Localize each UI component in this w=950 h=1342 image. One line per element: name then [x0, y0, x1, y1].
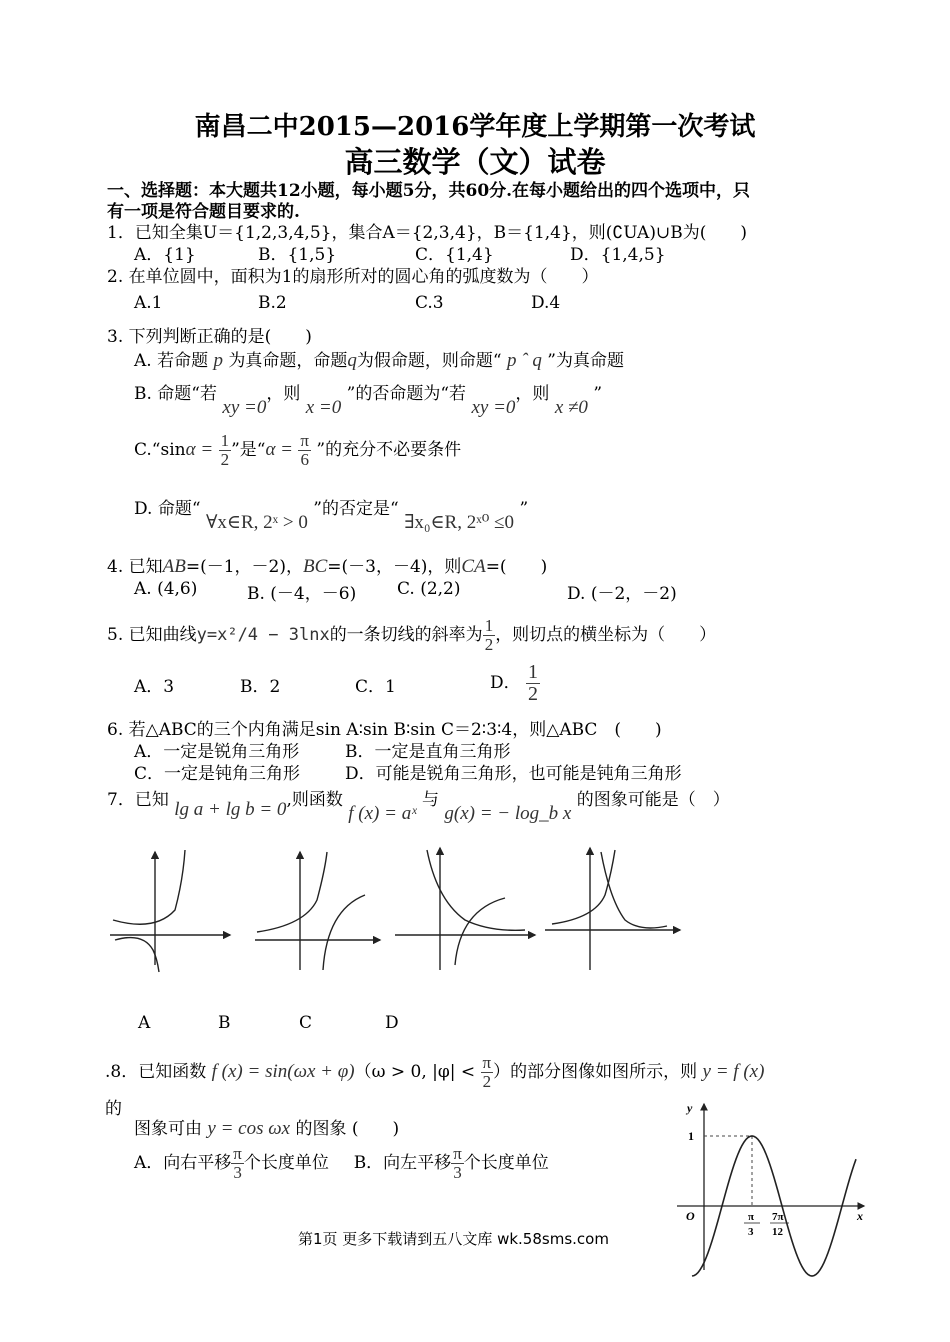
q8-text3: 图象可由	[134, 1119, 202, 1139]
q7-label-c: C	[299, 1013, 313, 1033]
q8a-frac: $\frac{\pi}{3}$	[233, 1144, 242, 1182]
q8-cond: （ω > 0, |φ| <	[354, 1061, 476, 1082]
q3b-e2: x =0	[305, 397, 342, 418]
q3a-expr: p ˆ q	[507, 350, 542, 371]
question-7-stem	[107, 785, 730, 824]
q7-g: g(x) = − log_b x	[444, 803, 572, 824]
q7-graph-c	[395, 848, 535, 970]
q1-option-a: A．{1}	[134, 245, 196, 265]
q7-label-b: B	[218, 1013, 231, 1033]
q3b-text3: ”的否命题为“若	[346, 384, 467, 404]
q8g-tick2-num: 7π	[772, 1211, 784, 1223]
q7-text: 7．已知	[107, 790, 169, 810]
q4-option-c: C. (2,2)	[397, 579, 461, 599]
q3c-frac-pi6: $\frac{\pi}{6}$	[300, 431, 309, 469]
q8g-x-label: x	[857, 1209, 863, 1223]
q4-text3: =(－3，－4)，则	[327, 557, 462, 577]
q4-vector-ca: CA	[461, 556, 486, 577]
q5-option-b: B．2	[240, 677, 281, 697]
q5-option-a: A．3	[134, 677, 175, 697]
q7-text4: 的图象可能是（ ）	[576, 790, 730, 810]
q5-text2: 的一条切线的斜率为	[329, 624, 483, 645]
q7-graph-b	[255, 852, 380, 970]
q8g-o-label: O	[686, 1209, 695, 1223]
q3d-text: D. 命题“	[134, 499, 201, 519]
q3d-e2: ∃x₀∈R, 2ˣ⁰ ≤0	[404, 512, 515, 533]
q4-text2: =(－1，－2)，	[185, 557, 303, 577]
q3b-e1: xy =0	[222, 397, 267, 418]
q4-option-b: B. (－4，－6)	[247, 584, 357, 604]
q8-text4: 的图象 ( )	[295, 1119, 400, 1139]
q5d-label: D．	[490, 673, 521, 693]
q7-cond: lg a + lg b = 0	[174, 799, 287, 820]
q1-option-d: D．{1,4,5}	[570, 245, 666, 265]
q3-option-b	[134, 379, 603, 418]
section-heading-cont: 有一项是符合题目要求的.	[107, 202, 300, 222]
q7-label-a: A	[138, 1013, 151, 1033]
q3d-text2: ”的否定是“	[313, 499, 399, 519]
q2-option-b: B.2	[258, 293, 287, 313]
q8-func: f (x) = sin(ωx + φ)	[211, 1060, 355, 1082]
q8-cos: y = cos ωx	[207, 1118, 291, 1139]
q3a-q: q	[347, 350, 357, 371]
question-5-stem	[107, 617, 716, 654]
question-2-stem: 2. 在单位圆中，面积为1的扇形所对的圆心角的弧度数为（ ）	[107, 267, 599, 287]
q6-option-d: D．可能是锐角三角形，也可能是钝角三角形	[345, 764, 682, 784]
q2-option-a: A.1	[134, 293, 163, 313]
q8a-text2: 个长度单位	[243, 1152, 329, 1173]
q8g-y-label: y	[687, 1101, 693, 1115]
q3d-e1: ∀x∈R, 2ˣ > 0	[205, 512, 308, 533]
q2-option-c: C.3	[415, 293, 444, 313]
q3b-text5: ”	[593, 384, 603, 404]
question-8-stem	[105, 1054, 764, 1091]
q3a-text4: ”为真命题	[547, 351, 624, 371]
q3c-text3: ”的充分不必要条件	[316, 439, 462, 460]
q7-text3: 与	[421, 790, 439, 810]
q8-options	[134, 1145, 549, 1182]
q3b-text: B. 命题“若	[134, 384, 217, 404]
q3c-text2: ”是“	[231, 439, 266, 460]
q5d-frac: $\frac{1}{2}$	[528, 661, 539, 705]
q8-y: y = f (x)	[702, 1060, 765, 1082]
q4-text4: =( )	[485, 557, 548, 577]
q6-option-a: A．一定是锐角三角形	[134, 742, 300, 762]
q8-text2: ）的部分图像如图所示，则	[493, 1061, 698, 1082]
q7-graph-a	[110, 850, 230, 972]
q7-f: f (x) = aˣ	[348, 803, 417, 824]
q3b-e3: xy =0	[471, 397, 516, 418]
q2-option-d: D.4	[531, 293, 561, 313]
q5-frac-half: $\frac{1}{2}$	[484, 616, 494, 654]
q6-option-c: C．一定是钝角三角形	[134, 764, 301, 784]
q1-option-c: C．{1,4}	[415, 245, 494, 265]
q8g-tick2-den: 12	[772, 1226, 783, 1238]
section-heading: 一、选择题：本大题共12小题，每小题5分，共60分.在每小题给出的四个选项中，只	[107, 181, 751, 201]
q8b-text2: 个长度单位	[463, 1152, 549, 1173]
q3a-text: A. 若命题	[134, 351, 209, 371]
q7-text2: ,则函数	[286, 790, 343, 810]
q7-graph-d	[545, 848, 680, 970]
q8b-text: B．向左平移	[353, 1152, 452, 1173]
q3c-frac-half: $\frac{1}{2}$	[220, 431, 230, 469]
q3d-text3: ”	[519, 499, 529, 519]
question-3-stem: 3. 下列判断正确的是( )	[107, 327, 312, 347]
q6-option-b: B．一定是直角三角形	[345, 742, 511, 762]
question-4-stem	[107, 552, 547, 578]
q3c-text: C.“sin	[134, 439, 186, 460]
q3-option-c	[134, 432, 461, 469]
q8a-text: A．向右平移	[134, 1152, 232, 1173]
q8g-one-label: 1	[688, 1129, 694, 1143]
q8b-frac: $\frac{\pi}{3}$	[453, 1144, 462, 1182]
q3b-text4: ，则	[515, 384, 550, 404]
q8-sine-graph	[672, 1098, 872, 1278]
q3-option-a	[134, 346, 624, 372]
q7-label-d: D	[385, 1013, 399, 1033]
q3a-text2: 为真命题，命题	[228, 351, 348, 371]
q5-curve: y=x²/4 − 3lnx	[196, 624, 330, 645]
q3b-text2: ，则	[266, 384, 301, 404]
q5-text3: ，则切点的横坐标为（ ）	[495, 624, 717, 645]
q5-option-d	[490, 662, 540, 705]
q4-option-a: A. (4,6)	[134, 579, 198, 599]
q3a-text3: 为假命题，则命题“	[356, 351, 502, 371]
q3c-alpha2: α =	[265, 438, 293, 460]
q8-frac-pi2: $\frac{\pi}{2}$	[482, 1053, 492, 1091]
q3-option-d	[134, 494, 529, 533]
question-6-stem: 6. 若△ABC的三个内角满足sin A∶sin B∶sin C＝2∶3∶4，则△ABC ( )	[107, 720, 662, 740]
q4-option-d: D. (－2，－2)	[567, 584, 677, 604]
q8-line2: 的	[105, 1099, 122, 1119]
q8g-tick1-den: 3	[748, 1226, 754, 1238]
q3b-e4: x ≠0	[554, 397, 588, 418]
q8-text: .8．已知函数	[105, 1061, 207, 1082]
exam-title: 南昌二中2015—2016学年度上学期第一次考试	[194, 112, 756, 142]
q4-text: 4. 已知	[107, 557, 163, 577]
q3c-alpha: α =	[185, 438, 214, 460]
exam-subtitle: 高三数学（文）试卷	[344, 145, 606, 179]
q4-vector-ab: AB	[162, 556, 186, 577]
q1-option-b: B．{1,5}	[258, 245, 337, 265]
q8g-tick1-num: π	[748, 1211, 755, 1223]
q4-vector-bc: BC	[302, 556, 328, 577]
q7-graphs	[105, 840, 695, 980]
q5-text: 5. 已知曲线	[107, 624, 197, 645]
page-footer: 第1页 更多下载请到五八文库 wk.58sms.com	[298, 1230, 609, 1248]
q5-option-c: C．1	[355, 677, 396, 697]
question-1-stem: 1．已知全集U＝{1,2,3,4,5}，集合A＝{2,3,4}，B＝{1,4}，则(∁UA)∪B为( )	[107, 223, 747, 243]
q3a-p: p	[213, 350, 223, 371]
q8-line3	[134, 1114, 399, 1140]
